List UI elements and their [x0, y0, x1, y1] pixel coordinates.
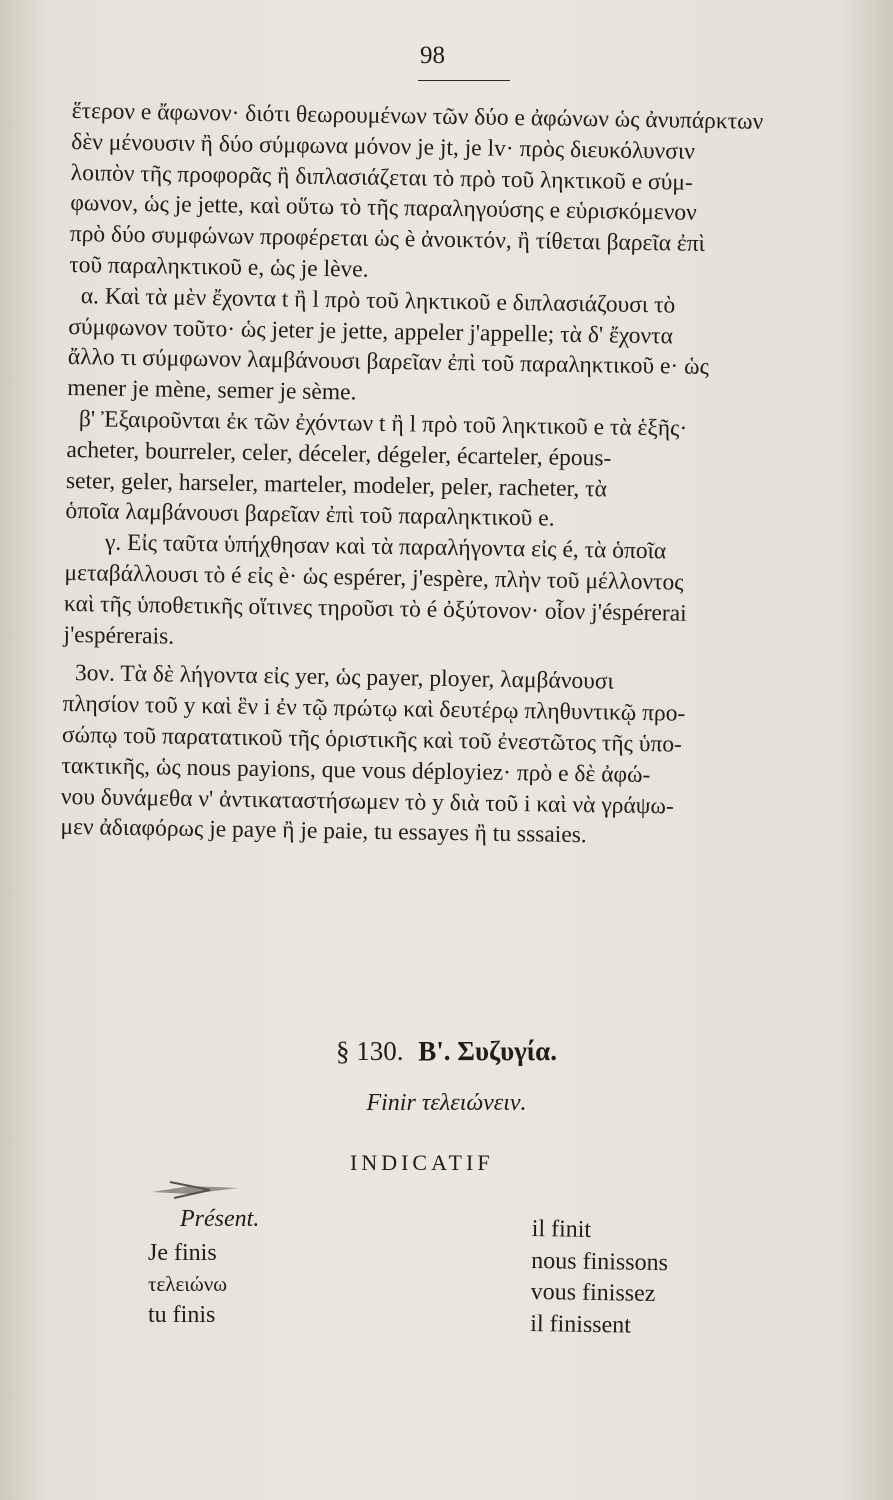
- section-heading: [0, 1036, 893, 1067]
- text-line: πλησίον τοῦ y καὶ ἓν i ἐν τῷ πρώτῳ καὶ δευτέρῳ πληθυντικῷ προ-: [62, 691, 686, 727]
- conjugation-right-column: [530, 1214, 669, 1342]
- text-line: μεν ἀδιαφόρως je paye ἢ je paie, tu essayes ἢ tu sssaies.: [60, 814, 587, 849]
- text-line: τακτικῆς, ὡς nous payions, que vous déployiez· πρὸ e δὲ ἀφώ-: [61, 752, 651, 788]
- ornament-icon: [150, 1176, 240, 1206]
- text-line: β' Ἐξαιροῦνται ἐκ τῶν ἐχόντων t ἢ l πρὸ τοῦ ληκτικοῦ e τὰ ἑξῆς·: [78, 406, 688, 442]
- section-label: Β'. Συζυγία.: [418, 1036, 557, 1066]
- text-line: καὶ τῆς ὑποθετικῆς οἵτινες τηροῦσι τὸ é ὀξύτονον· οἷον j'éspérerai: [63, 590, 687, 627]
- text-line: μεταβάλλουσι τὸ é εἰς è· ὡς espérer, j'espère, πλὴν τοῦ μέλλοντος: [64, 559, 684, 596]
- conjugation-form: nous finissons: [531, 1247, 669, 1276]
- conjugation-form: τελειώνω: [148, 1272, 228, 1296]
- text-line: α. Καὶ τὰ μὲν ἔχοντα t ἢ l πρὸ τοῦ ληκτικοῦ e διπλασιάζουσι τὸ: [80, 282, 676, 319]
- text-line: ἕτερον e ἄφωνον· διότι θεωρουμένων τῶν δύο e ἀφώνων ὡς ἀνυπάρκτων: [71, 97, 764, 135]
- text-line: ἄλλο τι σύμφωνον λαμβάνουσι βαρεῖαν ἐπὶ τοῦ παραληκτικοῦ e· ὡς: [67, 344, 710, 381]
- main-paragraphs: [60, 96, 852, 855]
- text-line: ὁποῖα λαμβάνουσι βαρεῖαν ἐπὶ τοῦ παραληκτικοῦ e.: [65, 498, 555, 532]
- text-line: j'espérerais.: [63, 621, 175, 650]
- page-number-rule: [418, 80, 510, 81]
- conjugation-form: il finit: [531, 1215, 592, 1243]
- text-line: acheter, bourreler, celer, déceler, dégeler, écarteler, épous-: [66, 436, 612, 472]
- conjugation-form: il finissent: [530, 1310, 632, 1339]
- page-number: 98: [420, 42, 445, 69]
- text-line: φωνον, ὡς je jette, καὶ οὕτω τὸ τῆς παραληγούσης e εὑρισκόμενον: [70, 190, 697, 227]
- text-line: seter, geler, harseler, marteler, modeler, peler, racheter, τὰ: [65, 467, 608, 503]
- text-line: τοῦ παραληκτικοῦ e, ὡς je lève.: [69, 251, 369, 283]
- verb-subtitle: Finir τελειώνειν.: [366, 1090, 527, 1116]
- text-line: γ. Εἰς ταῦτα ὑπήχθησαν καὶ τὰ παραλήγοντα εἰς é, τὰ ὁποῖα: [104, 529, 667, 565]
- text-line: 3ον. Τὰ δὲ λήγοντα εἰς yer, ὡς payer, ployer, λαμβάνουσι: [74, 660, 615, 695]
- conjugation-left-column: [148, 1238, 227, 1331]
- text-line: λοιπὸν τῆς προφορᾶς ἢ διπλασιάζεται τὸ πρὸ τοῦ ληκτικοῦ e σύμ-: [70, 159, 693, 196]
- tense-heading: Présent.: [180, 1206, 260, 1232]
- text-line: σύμφωνον τοῦτο· ὡς jeter je jette, appeler j'appelle; τὰ δ' ἔχοντα: [68, 313, 674, 350]
- text-line: πρὸ δύο συμφώνων προφέρεται ὡς è ἀνοικτόν, ἢ τίθεται βαρεῖα ἐπὶ: [69, 221, 706, 258]
- text-line: σώπῳ τοῦ παρατατικοῦ τῆς ὁριστικῆς καὶ τοῦ ἐνεστῶτος τῆς ὑπο-: [61, 721, 683, 758]
- conjugation-form: Je finis: [148, 1240, 217, 1266]
- text-line: νου δυνάμεθα ν' ἀντικαταστήσωμεν τὸ y διὰ τοῦ i καὶ νὰ γράψω-: [60, 783, 674, 820]
- conjugation-form: tu finis: [148, 1302, 216, 1328]
- text-line: mener je mène, semer je sème.: [67, 375, 357, 406]
- mood-heading: INDICATIF: [350, 1150, 494, 1175]
- conjugation-form: vous finissez: [530, 1278, 656, 1307]
- text-line: δὲν μένουσιν ἢ δύο σύμφωνα μόνον je jt, je lv· πρὸς διευκόλυνσιν: [71, 128, 696, 165]
- section-number: § 130.: [336, 1036, 404, 1066]
